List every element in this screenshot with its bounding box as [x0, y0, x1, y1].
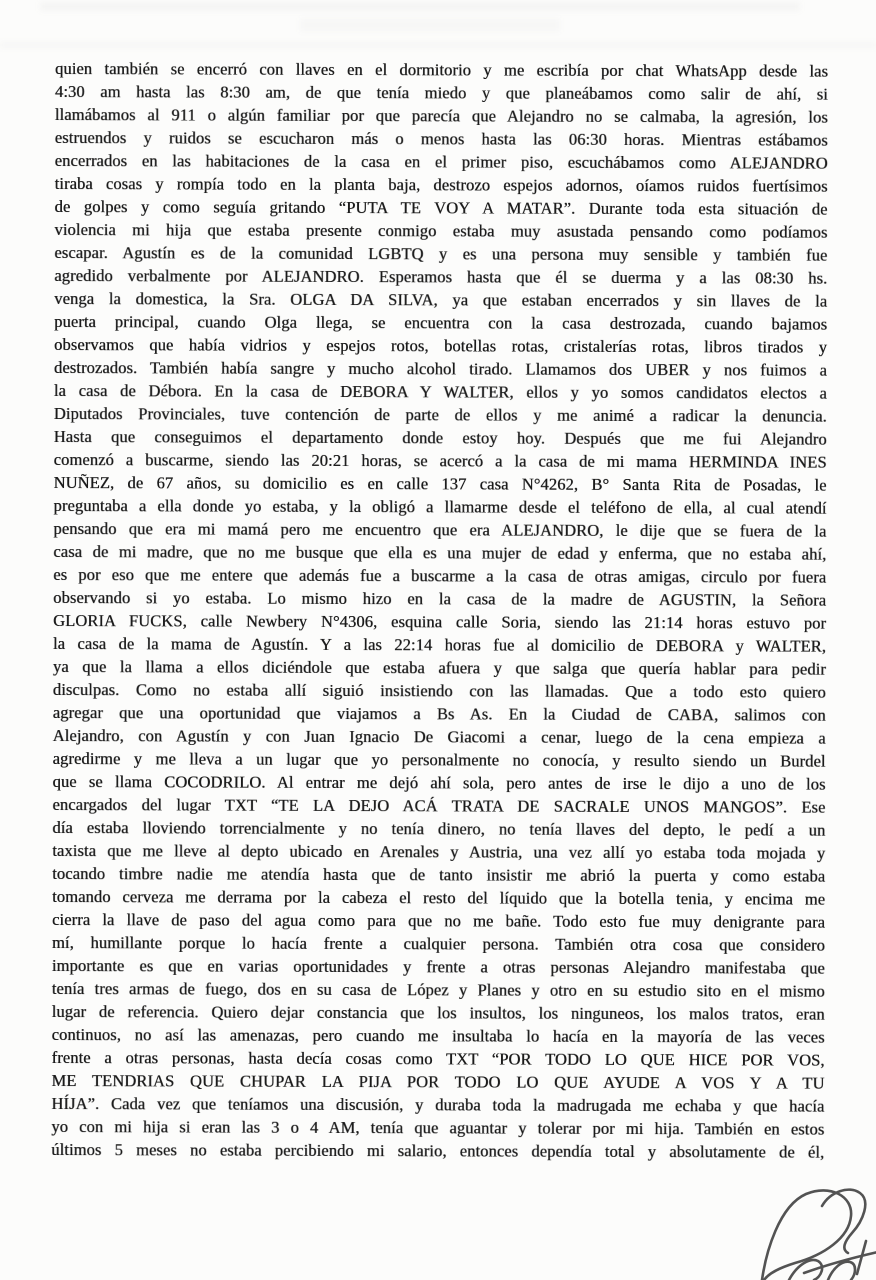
- text-line: venga la domestica, la Sra. OLGA DA SILVA, ya que estaban encerrados y sin llaves de la: [54, 288, 828, 311]
- text-line: frente a otras personas, hasta decía cosas como TXT “POR TODO LO QUE HICE POR VOS,: [51, 1047, 825, 1070]
- text-line: agredido verbalmente por ALEJANDRO. Esperamos hasta que él se duerma y a las 08:30 hs.: [54, 265, 828, 288]
- text-line: tomando cerveza me derrama por la cabeza el resto del líquido que la botella tenia, y encima me: [52, 886, 826, 909]
- scan-smudge-artifact: [40, 2, 800, 11]
- text-line: estruendos y ruidos se escucharon más o menos hasta las 06:30 horas. Mientras estábamos: [54, 127, 828, 150]
- text-line: la casa de Débora. En la casa de DEBORA Y WALTER, ellos y yo somos candidatos electos a: [53, 380, 827, 403]
- text-line: violencia mi hija que estaba presente conmigo estaba muy asustada pensando como podíamos: [54, 219, 828, 242]
- text-line: ME TENDRIAS QUE CHUPAR LA PIJA POR TODO LO QUE AYUDE A VOS Y A TU: [51, 1070, 825, 1093]
- text-line: NUÑEZ, de 67 años, su domicilio es en calle 137 casa N°4262, B° Santa Rita de Posadas, le: [53, 472, 827, 495]
- text-line: agredirme y me lleva a un lugar que yo personalmente no conocía, y resulto siendo un Burdel: [52, 748, 826, 771]
- text-line: continuos, no así las amenazas, pero cuando me insultaba lo hacía en la mayoría de las veces: [51, 1024, 825, 1047]
- text-line: encargados del lugar TXT “TE LA DEJO ACÁ TRATA DE SACRALE UNOS MANGOS”. Ese: [52, 794, 826, 817]
- text-line: observamos que había vidrios y espejos rotos, botellas rotas, cristalerías rotas, libros tirados y: [53, 334, 828, 357]
- text-line: tiraba cosas y rompía todo en la planta baja, destrozo espejos adornos, oíamos ruidos fuertísimos: [54, 173, 828, 196]
- text-line: HÍJA”. Cada vez que teníamos una discusión, y duraba toda la madrugada me echaba y que hacía: [51, 1093, 825, 1116]
- text-line: cierra la llave de paso del agua como para que no me bañe. Todo esto fue muy denigrante para: [51, 909, 826, 932]
- text-line: tenía tres armas de fuego, dos en su casa de López y Planes y otro en su estudio sito en el mismo: [51, 978, 825, 1001]
- text-line: GLORIA FUCKS, calle Newbery N°4306, esquina calle Soria, siendo las 21:14 horas estuvo por: [52, 610, 827, 633]
- text-line: es por eso que me entere que además fue a buscarme a la casa de otras amigas, circulo por fuera: [53, 564, 827, 587]
- text-line: destrozados. También había sangre y mucho alcohol tirado. Llamamos dos UBER y nos fuimos a: [53, 357, 827, 380]
- text-line: mí, humillante porque lo hacía frente a cualquier persona. También otra cosa que considero: [51, 932, 825, 955]
- text-line: día estaba lloviendo torrencialmente y no tenía dinero, no tenía llaves del depto, le pedí a un: [52, 817, 826, 840]
- text-line: preguntaba a ella donde yo estaba, y la obligó a llamarme desde el teléfono de ella, al cual atendí: [53, 495, 827, 518]
- text-line: la casa de la mama de Agustín. Y a las 22:14 horas fue al domicilio de DEBORA y WALTER,: [52, 633, 826, 656]
- text-line: Hasta que conseguimos el departamento donde estoy hoy. Después que me fui Alejandro: [53, 426, 827, 449]
- text-line: últimos 5 meses no estaba percibiendo mi salario, entonces dependía total y absolutamente de él,: [51, 1139, 825, 1162]
- text-line: Alejandro, con Agustín y con Juan Ignacio De Giacomi a cenar, luego de la cena empieza a: [52, 725, 826, 748]
- text-line: encerrados en las habitaciones de la casa en el primer piso, escuchábamos como ALEJANDRO: [54, 150, 828, 173]
- text-line: taxista que me lleve al depto ubicado en Arenales y Austria, una vez allí yo estaba toda mojada y: [52, 840, 826, 863]
- text-line: que se llama COCODRILO. Al entrar me dejó ahí sola, pero antes de irse le dijo a uno de los: [52, 771, 826, 794]
- text-line: yo con mi hija si eran las 3 o 4 AM, tenía que aguantar y tolerar por mi hija. También en estos: [51, 1116, 825, 1139]
- document-text: [51, 57, 828, 1164]
- text-line: 4:30 am hasta las 8:30 am, de que tenía miedo y que planeábamos como salir de ahí, si: [54, 81, 828, 104]
- text-line: agregar que una oportunidad que viajamos a Bs As. En la Ciudad de CABA, salimos con: [52, 702, 826, 725]
- text-line: escapar. Agustín es de la comunidad LGBTQ y es una persona muy sensible y también fue: [54, 242, 828, 265]
- text-line: observando si yo estaba. Lo mismo hizo en la casa de la madre de AGUSTIN, la Señora: [53, 587, 827, 610]
- scan-smudge-artifact: [0, 42, 876, 48]
- scan-smudge-artifact: [300, 18, 560, 32]
- text-line: pensando que era mi mamá pero me encuentro que era ALEJANDRO, le dije que se fuera de la: [53, 518, 827, 541]
- text-line: de golpes y como seguía gritando “PUTA TE VOY A MATAR”. Durante toda esta situación de: [54, 196, 828, 219]
- text-line: importante es que en varias oportunidades y frente a otras personas Alejandro manifestaba que: [51, 955, 825, 978]
- text-line: Diputados Provinciales, tuve contención de parte de ellos y me animé a radicar la denuncia.: [53, 403, 827, 426]
- text-line: comenzó a buscarme, siendo las 20:21 horas, se acercó a la casa de mi mama HERMINDA INES: [53, 449, 827, 472]
- text-line: llamábamos al 911 o algún familiar por que parecía que Alejandro no se calmaba, la agresión, los: [54, 104, 828, 127]
- text-line: disculpas. Como no estaba allí siguió insistiendo con las llamadas. Que a todo esto quiero: [52, 679, 826, 702]
- text-line: quien también se encerró con llaves en el dormitorio y me escribía por chat WhatsApp desde las: [54, 58, 828, 81]
- text-line: lugar de referencia. Quiero dejar constancia que los insultos, los ninguneos, los malos tratos, eran: [51, 1001, 825, 1024]
- text-line: tocando timbre nadie me atendía hasta que de tanto insistir me abrió la puerta y como estaba: [52, 863, 826, 886]
- text-line: ya que la llama a ellos diciéndole que estaba afuera y que salga que quería hablar para pedir: [52, 656, 826, 679]
- text-line: puerta principal, cuando Olga llega, se encuentra con la casa destrozada, cuando bajamos: [54, 311, 828, 334]
- text-line: casa de mi madre, que no me busque que ella es una mujer de edad y enferma, que no estaba ahí,: [53, 541, 827, 564]
